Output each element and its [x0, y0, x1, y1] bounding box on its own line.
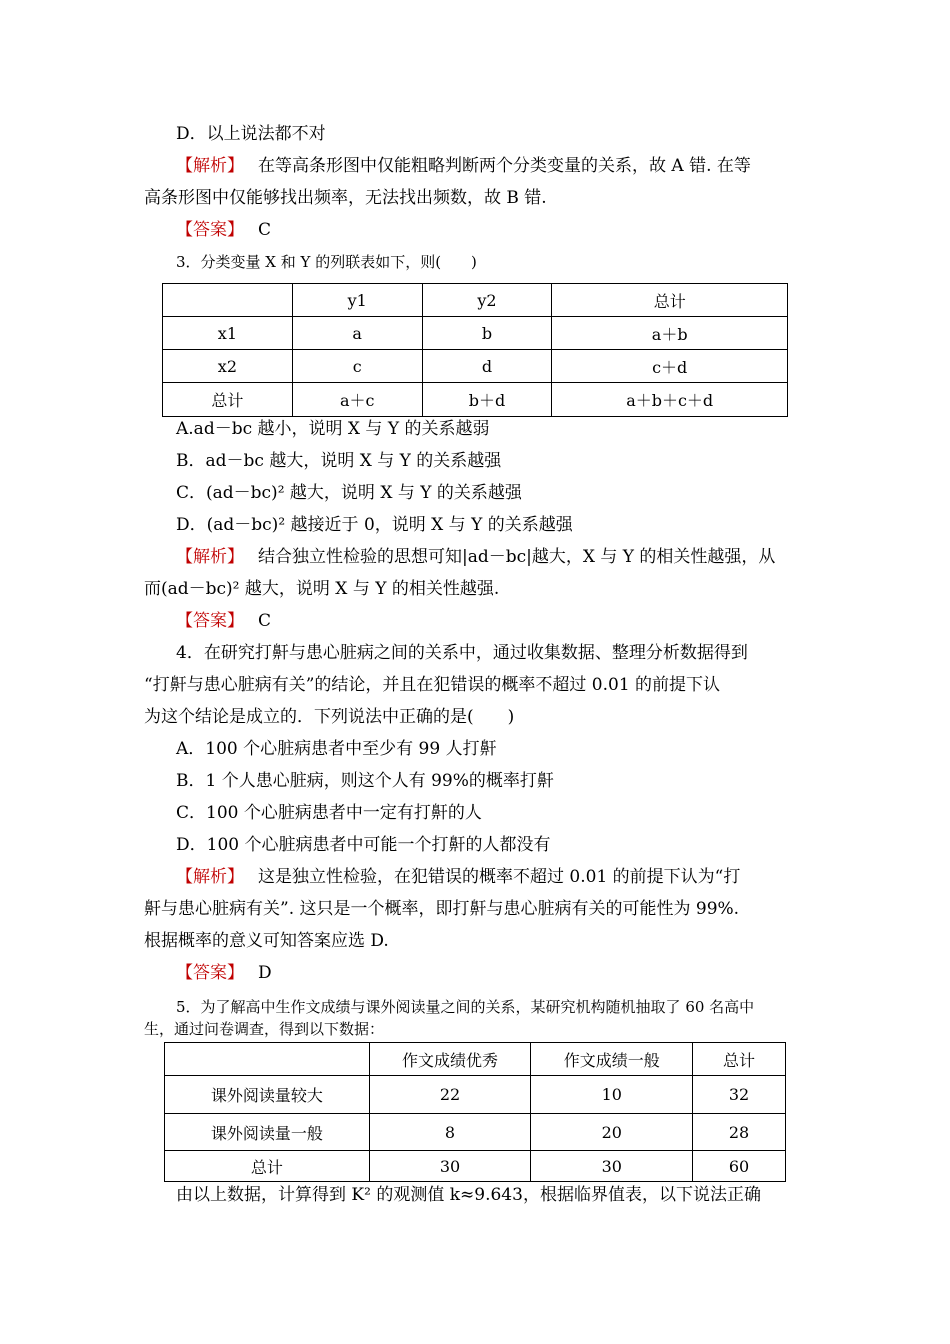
- table-cell: 20: [531, 1114, 693, 1151]
- q4-analysis-line1: 【解析】 这是独立性检验，在犯错误的概率不超过 0.01 的前提下认为“打: [176, 867, 741, 887]
- q4-answer: 【答案】 D: [176, 963, 272, 983]
- table-cell: 30: [369, 1151, 531, 1182]
- analysis-tag: 【解析】: [176, 156, 244, 176]
- q3-option-b: B．ad－bc 越大，说明 X 与 Y 的关系越强: [176, 451, 502, 471]
- table-cell: 总计: [163, 383, 293, 417]
- answer-tag: 【答案】: [176, 963, 244, 983]
- table-header-cell: 作文成绩优秀: [369, 1043, 531, 1076]
- table-cell: 22: [369, 1076, 531, 1114]
- q2-option-d: D．以上说法都不对: [176, 124, 326, 144]
- table-cell: d: [422, 350, 552, 383]
- analysis-tag: 【解析】: [176, 547, 244, 567]
- q4-analysis-line2: 鼾与患心脏病有关”. 这只是一个概率，即打鼾与患心脏病有关的可能性为 99%.: [144, 899, 740, 919]
- q3-option-c: C．(ad－bc)² 越大，说明 X 与 Y 的关系越强: [176, 483, 522, 503]
- table-cell: 课外阅读量较大: [165, 1076, 370, 1114]
- q2-analysis-line2: 高条形图中仅能够找出频率，无法找出频数，故 B 错.: [144, 188, 547, 208]
- table-cell: 60: [693, 1151, 786, 1182]
- q3-option-a: A.ad－bc 越小，说明 X 与 Y 的关系越弱: [176, 419, 490, 439]
- table-cell: a＋b: [552, 317, 788, 350]
- q3-contingency-table: [162, 283, 788, 417]
- table-cell: 30: [531, 1151, 693, 1182]
- q4-stem-line1: 4．在研究打鼾与患心脏病之间的关系中，通过收集数据、整理分析数据得到: [176, 643, 748, 663]
- table-cell: 课外阅读量一般: [165, 1114, 370, 1151]
- table-cell: a: [292, 317, 422, 350]
- q3-analysis-line1: 【解析】 结合独立性检验的思想可知|ad－bc|越大，X 与 Y 的相关性越强，从: [176, 547, 776, 567]
- answer-tag: 【答案】: [176, 220, 244, 240]
- table-cell: a＋c: [292, 383, 422, 417]
- table-header-cell: [163, 284, 293, 317]
- q4-analysis-line3: 根据概率的意义可知答案应选 D.: [144, 931, 389, 951]
- q3-answer: 【答案】 C: [176, 611, 272, 631]
- table-header-cell: [165, 1043, 370, 1076]
- table-cell: b＋d: [422, 383, 552, 417]
- q3-option-d: D．(ad－bc)² 越接近于 0，说明 X 与 Y 的关系越强: [176, 515, 573, 535]
- q2-answer: 【答案】 C: [176, 220, 272, 240]
- q3-stem: 3．分类变量 X 和 Y 的列联表如下，则( ): [176, 253, 477, 271]
- q5-stem-line1: 5．为了解高中生作文成绩与课外阅读量之间的关系，某研究机构随机抽取了 60 名高中: [176, 998, 755, 1016]
- q3-analysis-line2: 而(ad－bc)² 越大，说明 X 与 Y 的相关性越强.: [144, 579, 500, 599]
- table-cell: 28: [693, 1114, 786, 1151]
- q4-option-d: D．100 个心脏病患者中可能一个打鼾的人都没有: [176, 835, 551, 855]
- q4-stem-line3: 为这个结论是成立的．下列说法中正确的是( ): [144, 707, 515, 727]
- q4-stem-line2: “打鼾与患心脏病有关”的结论，并且在犯错误的概率不超过 0.01 的前提下认: [144, 675, 721, 695]
- table-cell: b: [422, 317, 552, 350]
- analysis-tag: 【解析】: [176, 867, 244, 887]
- q4-option-b: B．1 个人患心脏病，则这个人有 99%的概率打鼾: [176, 771, 554, 791]
- table-cell: 总计: [165, 1151, 370, 1182]
- q5-stem-line2: 生，通过问卷调查，得到以下数据：: [144, 1020, 385, 1038]
- table-header-cell: 总计: [693, 1043, 786, 1076]
- q4-option-a: A．100 个心脏病患者中至少有 99 人打鼾: [176, 739, 497, 759]
- q4-option-c: C．100 个心脏病患者中一定有打鼾的人: [176, 803, 482, 823]
- q2-analysis-line1: 【解析】 在等高条形图中仅能粗略判断两个分类变量的关系，故 A 错. 在等: [176, 156, 751, 176]
- table-header-cell: 总计: [552, 284, 788, 317]
- q5-after-table: 由以上数据，计算得到 K² 的观测值 k≈9.643，根据临界值表，以下说法正确: [176, 1185, 761, 1205]
- q5-data-table: [164, 1042, 786, 1182]
- answer-tag: 【答案】: [176, 611, 244, 631]
- table-header-cell: 作文成绩一般: [531, 1043, 693, 1076]
- table-cell: x1: [163, 317, 293, 350]
- table-cell: a＋b＋c＋d: [552, 383, 788, 417]
- table-header-cell: y1: [292, 284, 422, 317]
- table-cell: c: [292, 350, 422, 383]
- table-cell: 10: [531, 1076, 693, 1114]
- table-header-cell: y2: [422, 284, 552, 317]
- table-cell: 32: [693, 1076, 786, 1114]
- table-cell: c＋d: [552, 350, 788, 383]
- table-cell: 8: [369, 1114, 531, 1151]
- table-cell: x2: [163, 350, 293, 383]
